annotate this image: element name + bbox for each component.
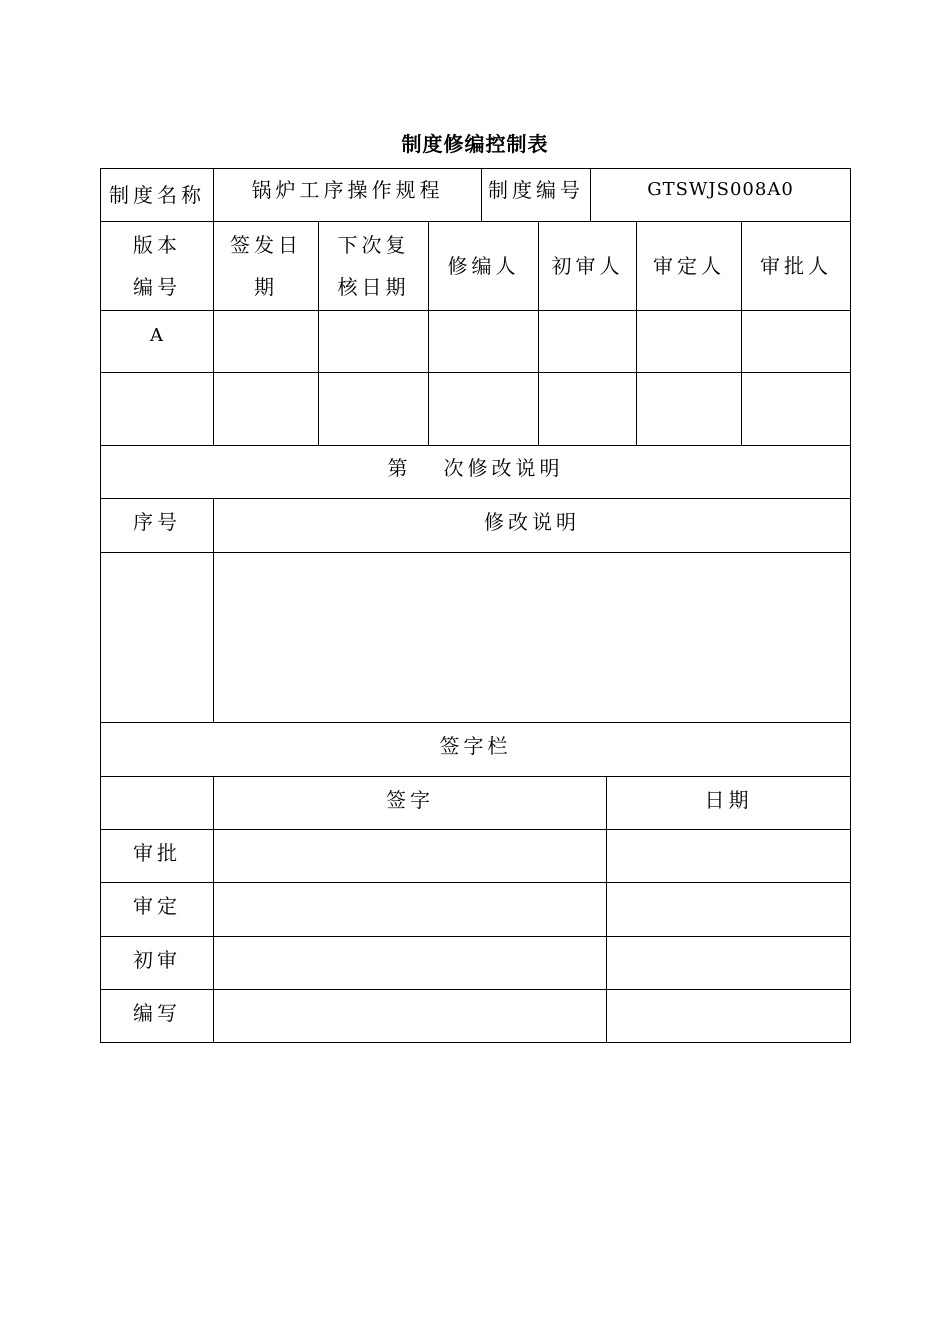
version-row-1-reviewer: [637, 311, 741, 372]
serial-value-cell: [101, 553, 213, 722]
approval-signature-cell: [214, 830, 606, 882]
system-number-value: GTSWJS008A0: [647, 179, 794, 200]
writer-role: 编写: [133, 1000, 181, 1025]
first-review-role: 初审: [133, 947, 181, 972]
revision-section-suffix: 次修改说明: [443, 456, 564, 480]
system-name-value: 锅炉工序操作规程: [251, 178, 444, 202]
final-review-signature-cell: [214, 883, 606, 936]
issue-date-header-line-1: 签发日: [230, 233, 302, 257]
version-header: [101, 222, 213, 310]
version-row-1-first-review: [539, 311, 636, 372]
signature-section-title: 签字栏: [439, 733, 512, 758]
final-review-role: 审定: [133, 893, 181, 918]
version-row-2-approver: [742, 373, 850, 445]
table-border-right: [850, 168, 851, 1043]
first-review-signature-cell: [214, 937, 606, 989]
approval-date-cell: [607, 830, 850, 882]
approval-role: 审批: [133, 840, 181, 865]
version-row-2-reviewer: [637, 373, 741, 445]
system-number-label: 制度编号: [488, 178, 584, 202]
next-review-header: [319, 222, 428, 310]
next-review-header-line-2: 核日期: [337, 275, 410, 299]
version-header-line-1: 版本: [133, 233, 181, 257]
signature-role-header-blank: [101, 777, 213, 829]
final-review-date-cell: [607, 883, 850, 936]
version-row-2-first-review: [539, 373, 636, 445]
approver-header: 审批人: [760, 254, 832, 278]
next-review-header-line-1: 下次复: [337, 233, 410, 257]
version-row-2-next-review: [319, 373, 428, 445]
revision-description-cell: [214, 553, 850, 722]
issue-date-header-line-2: 期: [254, 275, 278, 299]
writer-date-cell: [607, 990, 850, 1042]
first-review-header: 初审人: [551, 254, 624, 278]
serial-label: 序号: [133, 509, 181, 534]
editor-header: 修编人: [447, 254, 520, 278]
document-title: 制度修编控制表: [401, 132, 549, 156]
version-row-1-next-review: [319, 311, 428, 372]
version-row-1-editor: [429, 311, 538, 372]
version-row-2-version: [101, 373, 213, 445]
date-label: 日期: [704, 787, 753, 812]
first-review-date-cell: [607, 937, 850, 989]
version-row-2-issue-date: [214, 373, 318, 445]
version-row-1-approver: [742, 311, 850, 372]
signature-label: 签字: [386, 787, 434, 812]
revision-section-title: [101, 446, 850, 490]
version-header-line-2: 编号: [133, 275, 181, 299]
version-row-1-version: A: [150, 325, 164, 346]
version-row-2-editor: [429, 373, 538, 445]
version-row-1-issue-date: [214, 311, 318, 372]
revision-section-prefix: 第: [387, 456, 412, 480]
reviewer-header: 审定人: [653, 254, 725, 278]
issue-date-header: [214, 222, 318, 310]
writer-signature-cell: [214, 990, 606, 1042]
system-name-label: 制度名称: [109, 183, 205, 207]
revision-description-label: 修改说明: [484, 509, 580, 534]
